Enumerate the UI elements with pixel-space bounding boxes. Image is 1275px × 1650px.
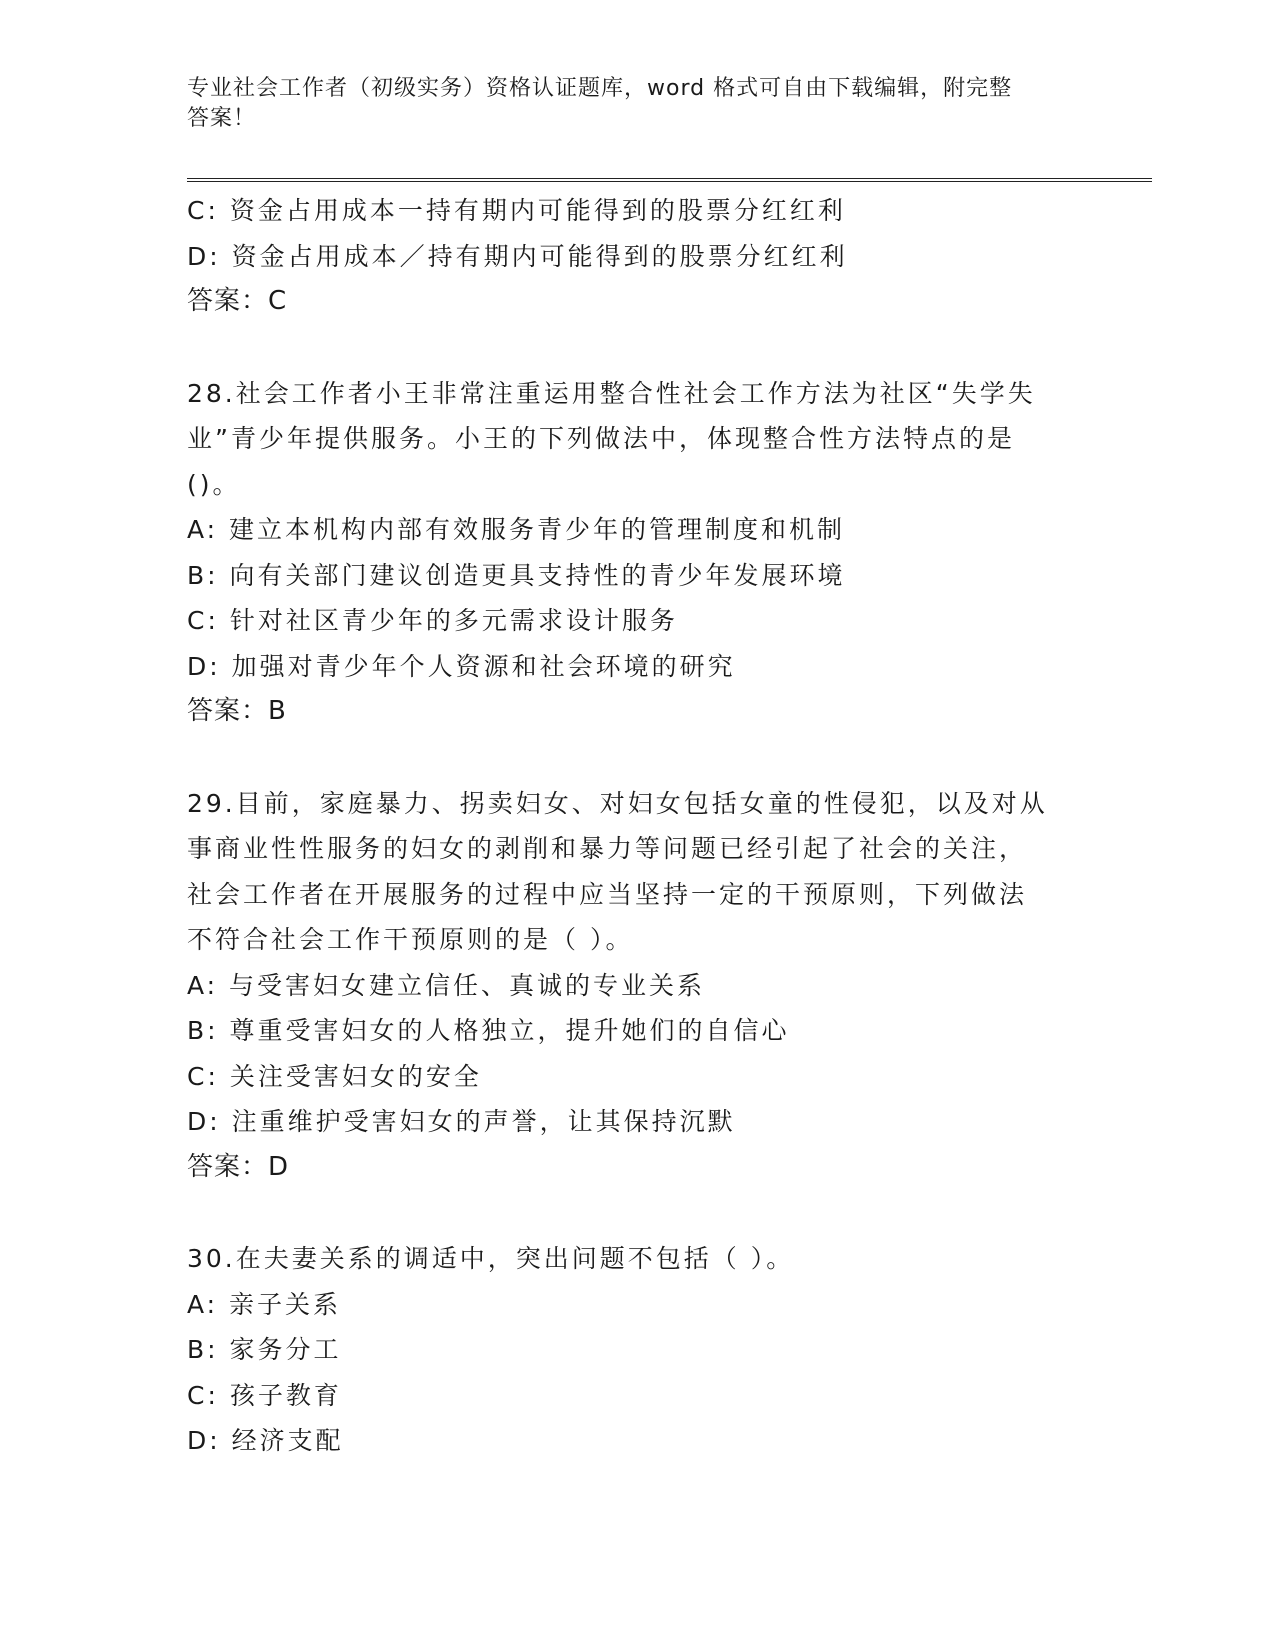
question-stem-line: 社会工作者在开展服务的过程中应当坚持一定的干预原则，下列做法 — [187, 879, 1028, 909]
question-stem-line: 30.在夫妻关系的调适中，突出问题不包括（ ）。 — [187, 1244, 795, 1273]
question-stem-line: 28.社会工作者小王非常注重运用整合性社会工作方法为社区“失学失 — [187, 378, 1036, 408]
question-28 — [187, 371, 1087, 735]
option-b: B: 尊重受害妇女的人格独立，提升她们的自信心 — [187, 1016, 790, 1045]
spacer — [187, 1190, 1087, 1236]
option-a: A: 建立本机构内部有效服务青少年的管理制度和机制 — [187, 515, 846, 544]
header-divider — [187, 178, 1152, 182]
answer-line: 答案：B — [187, 696, 287, 726]
option-d: D: 资金占用成本／持有期内可能得到的股票分红红利 — [187, 241, 848, 271]
question-stem-line: 事商业性性服务的妇女的剥削和暴力等问题已经引起了社会的关注， — [187, 834, 1028, 863]
option-c: C: 关注受害妇女的安全 — [187, 1061, 482, 1091]
question-list — [187, 188, 1087, 1464]
answer-line: 答案：D — [187, 1151, 290, 1182]
option-c: C: 孩子教育 — [187, 1380, 342, 1410]
header-text-line-1: 专业社会工作者（初级实务）资格认证题库，word 格式可自由下载编辑，附完整 — [187, 76, 1013, 101]
option-d: D: 经济支配 — [187, 1426, 344, 1455]
option-a: A: 亲子关系 — [187, 1289, 342, 1319]
question-stem-line: 29.目前，家庭暴力、拐卖妇女、对妇女包括女童的性侵犯，以及对从 — [187, 788, 1048, 818]
option-d: D: 注重维护受害妇女的声誉，让其保持沉默 — [187, 1107, 736, 1136]
option-c: C: 资金占用成本一持有期内可能得到的股票分红红利 — [187, 196, 846, 225]
question-stem-line: 不符合社会工作干预原则的是（ ）。 — [187, 925, 634, 954]
spacer — [187, 735, 1087, 781]
option-d: D: 加强对青少年个人资源和社会环境的研究 — [187, 651, 736, 681]
spacer — [187, 325, 1087, 371]
question-30 — [187, 1236, 1087, 1464]
answer-line: 答案：C — [187, 286, 288, 316]
question-29 — [187, 781, 1087, 1191]
question-stem-line: 业”青少年提供服务。小王的下列做法中，体现整合性方法特点的是 — [187, 424, 1015, 453]
option-c: C: 针对社区青少年的多元需求设计服务 — [187, 606, 678, 635]
document-header — [187, 74, 1067, 134]
option-a: A: 与受害妇女建立信任、真诚的专业关系 — [187, 970, 706, 1000]
header-text-line-2: 答案！ — [187, 106, 257, 131]
option-b: B: 家务分工 — [187, 1335, 342, 1364]
question-27-continuation — [187, 188, 1087, 325]
option-b: B: 向有关部门建议创造更具支持性的青少年发展环境 — [187, 560, 846, 590]
question-stem-line: ()。 — [187, 469, 241, 499]
